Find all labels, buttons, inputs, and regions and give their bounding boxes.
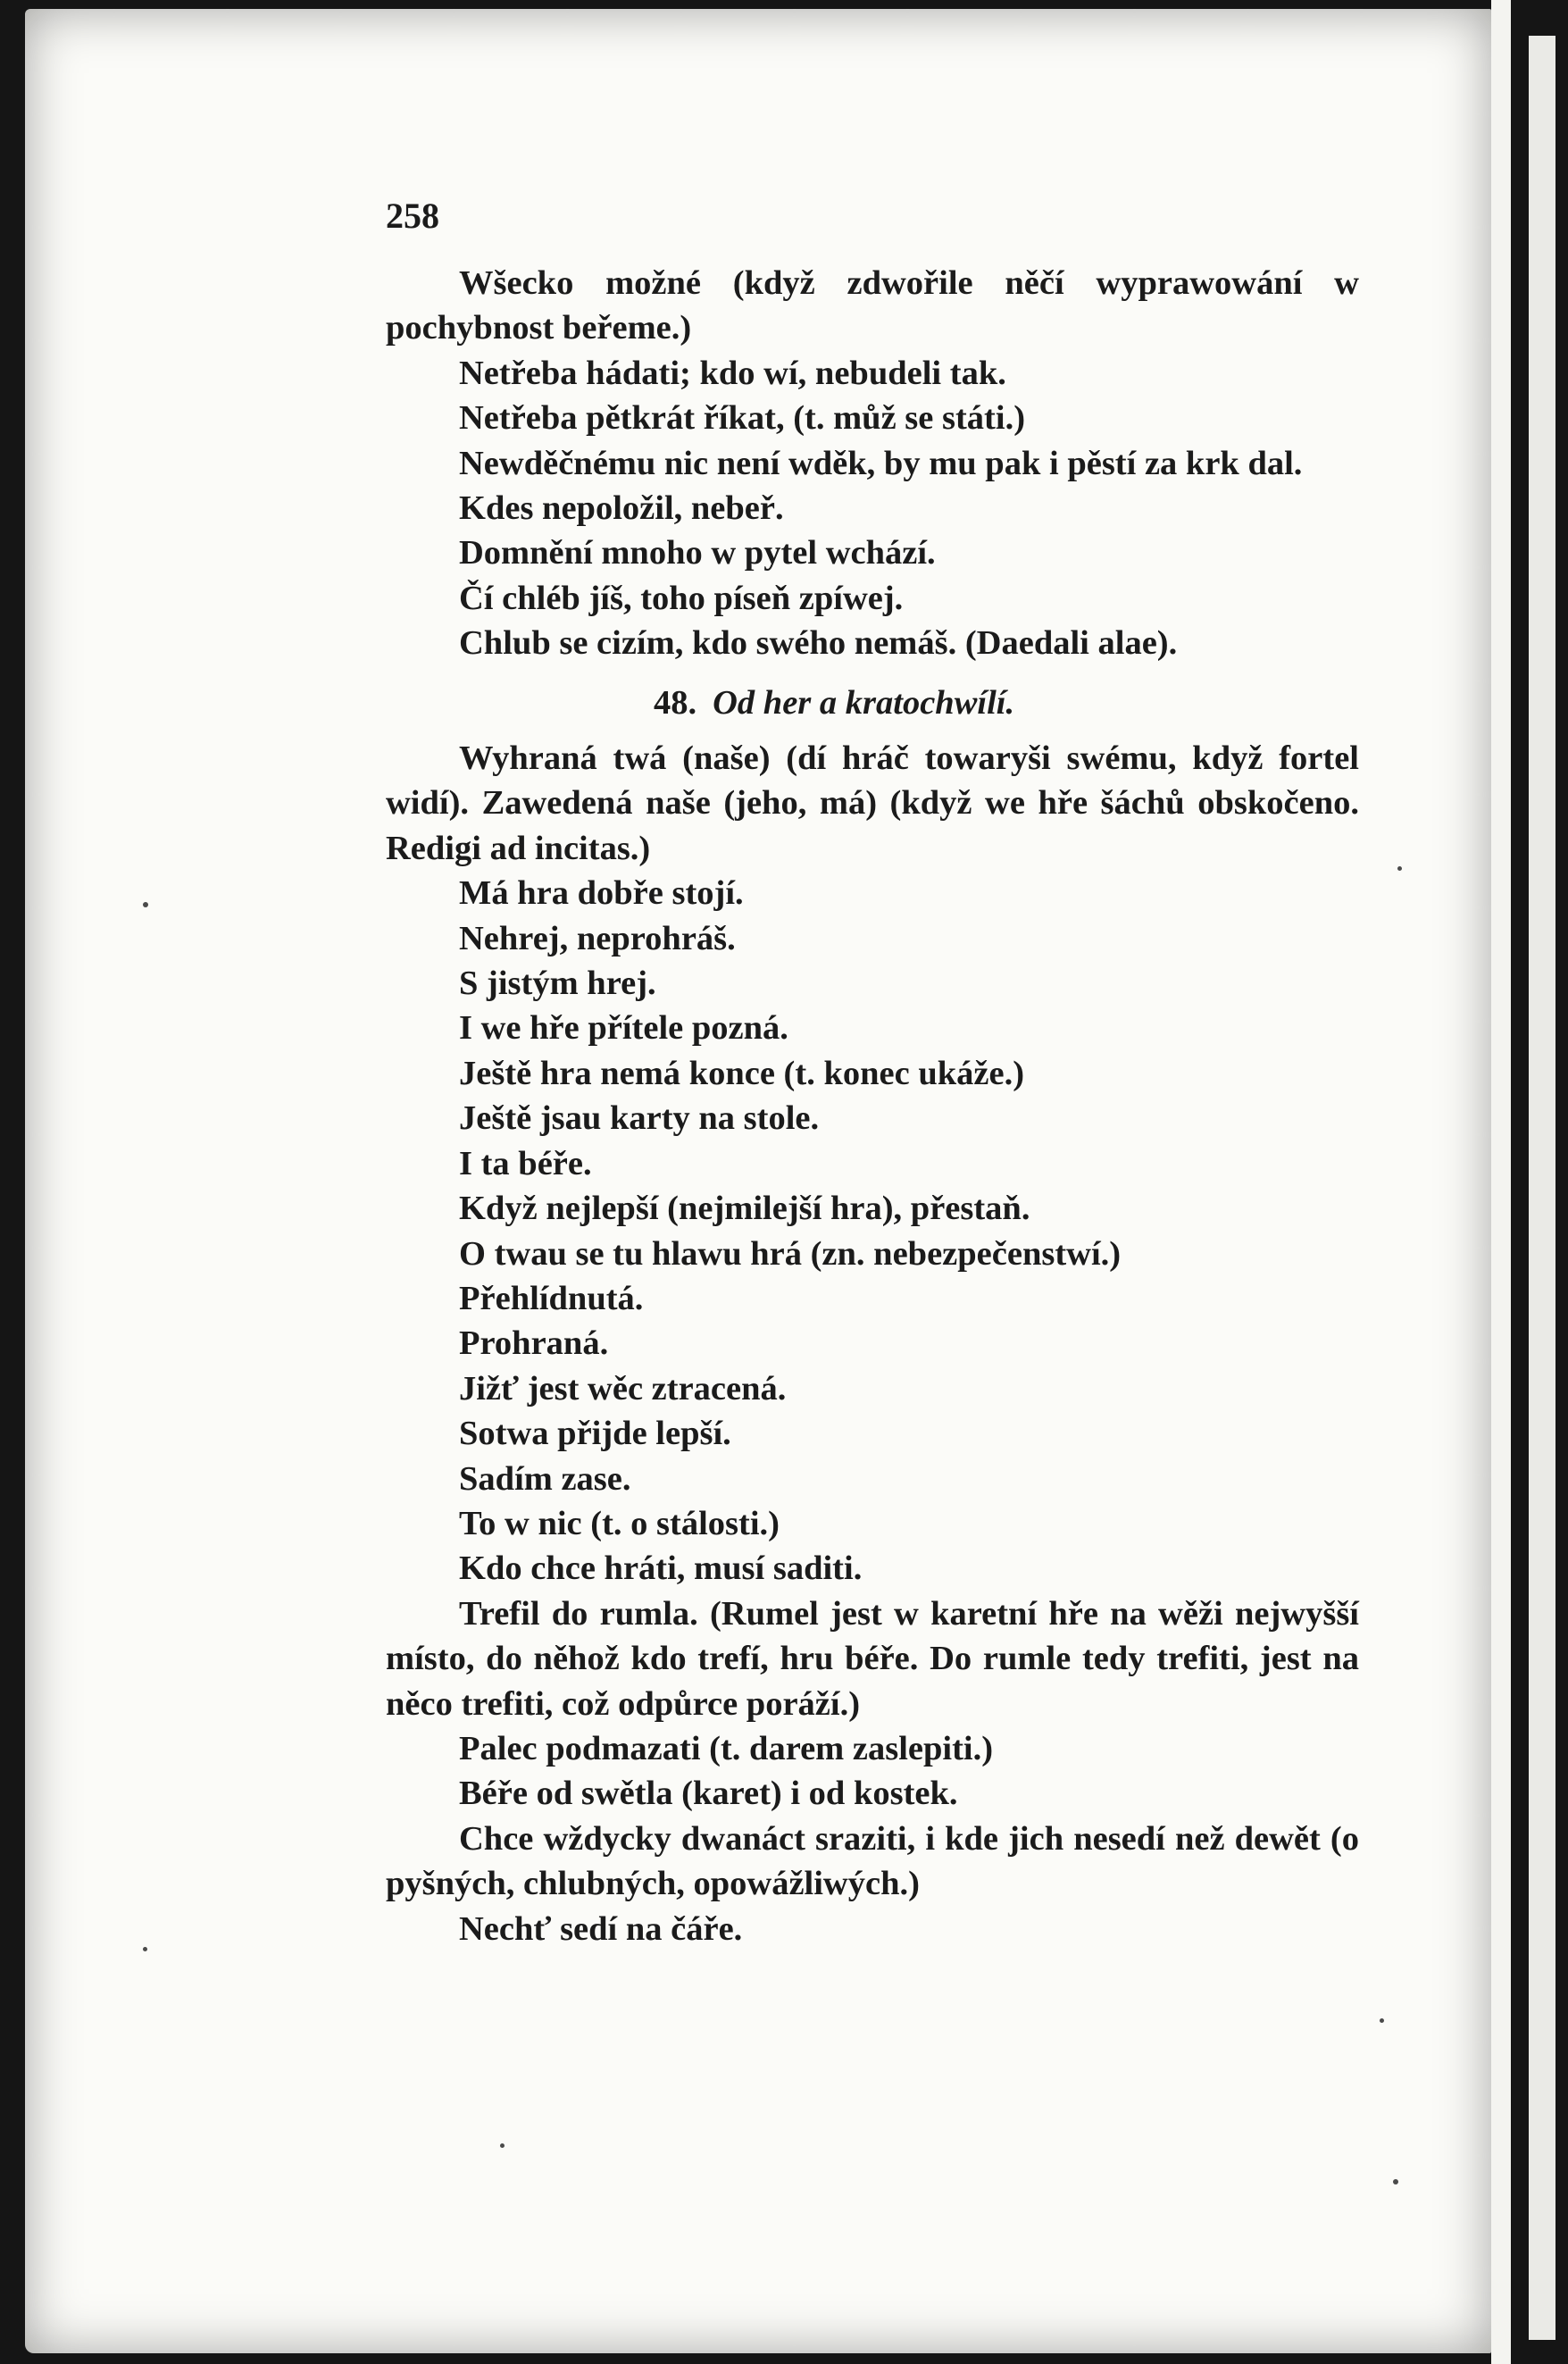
proverb: Kdo chce hráti, musí saditi. xyxy=(459,1550,863,1588)
proverb: To w nic (t. o stálosti.) xyxy=(459,1504,780,1542)
proverb: Sadím zase. xyxy=(459,1459,631,1498)
page-edge xyxy=(1491,0,1511,2364)
proverbs-in-section xyxy=(386,736,1359,1951)
proverb: Netřeba hádati; kdo wí, nebudeli tak. xyxy=(459,354,1006,392)
proverb: Béře od swětla (karet) i od kostek. xyxy=(459,1775,958,1813)
proverb: Ještě jsau karty na stole. xyxy=(459,1099,820,1138)
proverb: Přehlídnutá. xyxy=(459,1279,644,1317)
proverb: Jižť jest wěc ztracená. xyxy=(459,1369,787,1408)
proverb: I we hře přítele pozná. xyxy=(459,1009,788,1048)
proverb: Palec podmazati (t. darem zaslepiti.) xyxy=(459,1729,994,1767)
scan-speck xyxy=(1393,2179,1398,2184)
section-number: 48. xyxy=(654,683,697,722)
proverb: Nechť sedí na čáře. xyxy=(459,1909,743,1948)
scan-speck xyxy=(1397,866,1402,871)
scan-speck xyxy=(500,2143,505,2148)
scan-speck xyxy=(1380,2018,1384,2023)
body-text xyxy=(386,195,1359,1951)
proverb: Nehrej, neprohráš. xyxy=(459,919,736,957)
proverb: Chce wždycky dwanáct sraziti, i kde jich nesedí než dewět (o pyšných, chlubných, opowážliwých.) xyxy=(386,1819,1359,1903)
scan-speck xyxy=(143,1947,147,1951)
proverb: Čí chléb jíš, toho píseň zpíwej. xyxy=(459,579,904,617)
proverb: Netřeba pětkrát říkat, (t. můž se státi.) xyxy=(459,399,1026,438)
proverb: Když nejlepší (nejmilejší hra), přestaň. xyxy=(459,1190,1030,1228)
proverb: Prohraná. xyxy=(459,1324,609,1363)
proverb: Sotwa přijde lepší. xyxy=(459,1415,731,1453)
proverb: O twau se tu hlawu hrá (zn. nebezpečenstwí.) xyxy=(459,1234,1122,1273)
proverb: Má hra dobře stojí. xyxy=(459,874,744,913)
proverb: Trefil do rumla. (Rumel jest w karetní hře na wěži nejwyšší místo, do něhož kdo trefí, hru béře. Do rumle tedy trefiti, jest na něco trefiti, což odpůrce poráží.) xyxy=(386,1594,1359,1723)
proverb: Wšecko možné (když zdwořile něčí wyprawowání w pochybnost beřeme.) xyxy=(386,264,1359,347)
adjacent-page-edge xyxy=(1529,36,1555,2340)
scan-speck xyxy=(143,902,148,907)
proverb: Kdes nepoložil, nebeř. xyxy=(459,489,784,528)
proverb: Wyhraná twá (naše) (dí hráč towaryši swému, když fortel widí). Zawedená naše (jeho, má) (když we hře šáchů obskočeno. Redigi ad incitas.) xyxy=(386,739,1359,867)
proverb: Chlub se cizím, kdo swého nemáš. (Daedali alae). xyxy=(459,624,1178,663)
proverbs-before-section xyxy=(386,261,1359,666)
proverb: Ještě hra nemá konce (t. konec ukáže.) xyxy=(459,1054,1025,1092)
proverb: S jistým hrej. xyxy=(459,965,656,1003)
proverb: Newděčnému nic není wděk, by mu pak i pěstí za krk dal. xyxy=(459,444,1303,482)
proverb: Domnění mnoho w pytel wchází. xyxy=(459,534,936,572)
section-title: Od her a kratochwílí. xyxy=(713,683,1015,722)
section-heading xyxy=(386,681,1359,725)
proverb: I ta béře. xyxy=(459,1144,592,1182)
page-number: 258 xyxy=(386,196,439,236)
